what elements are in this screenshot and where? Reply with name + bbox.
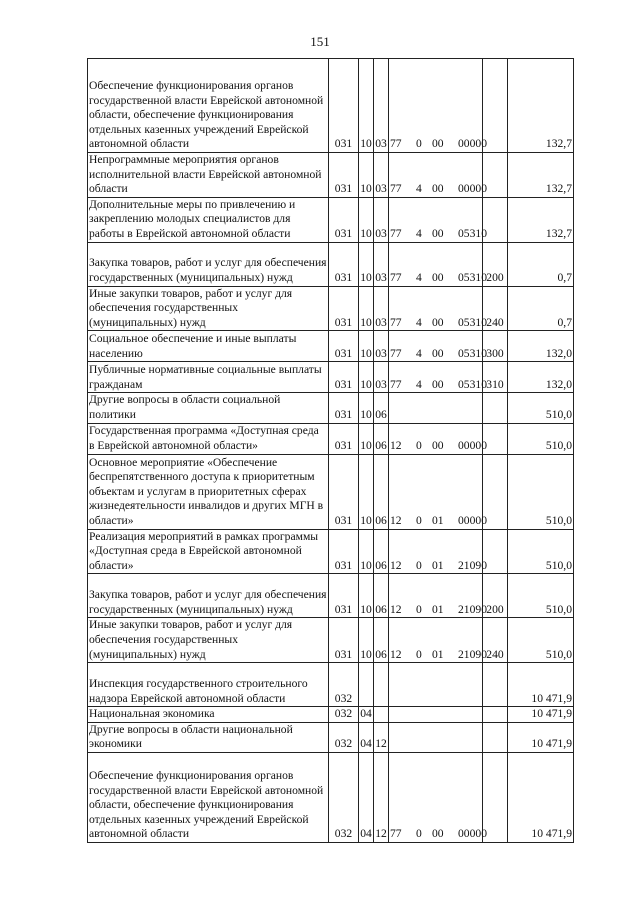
subprogram-code: 4 <box>416 377 422 391</box>
target-article-code <box>389 574 487 618</box>
main-activity-code: 00 <box>432 827 444 841</box>
subprogram-code: 0 <box>416 558 422 572</box>
table-row <box>88 331 574 362</box>
expense-type-code: 240 <box>483 286 508 331</box>
program-code: 77 <box>390 315 402 329</box>
row-name: Другие вопросы в области национальной экономики <box>88 722 329 752</box>
direction-code: 00000 <box>458 182 487 196</box>
direction-code: 00000 <box>458 438 487 452</box>
ministry-code: 031 <box>329 286 359 331</box>
ministry-code: 031 <box>329 423 359 454</box>
target-article-code <box>389 618 487 663</box>
expense-type-code: 240 <box>483 618 508 663</box>
direction-code: 21090 <box>458 647 487 661</box>
subprogram-code: 4 <box>416 182 422 196</box>
program-code: 12 <box>390 513 402 527</box>
subprogram-code: 4 <box>416 346 422 360</box>
row-name: Иные закупки товаров, работ и услуг для обеспечения государственных (муниципальных) нужд <box>88 618 329 663</box>
ministry-code: 031 <box>329 618 359 663</box>
row-name: Непрограммные мероприятия органов исполнительной власти Еврейской автономной области <box>88 153 329 198</box>
expense-type-code <box>483 722 508 752</box>
program-code: 77 <box>390 827 402 841</box>
expense-type-code: 200 <box>483 242 508 286</box>
main-activity-code: 00 <box>432 346 444 360</box>
direction-code: 21090 <box>458 602 487 616</box>
subsection-code: 06 <box>374 529 389 574</box>
amount: 132,7 <box>508 153 574 198</box>
subsection-code: 03 <box>374 59 389 153</box>
subprogram-code: 4 <box>416 226 422 240</box>
section-code: 10 <box>359 362 374 393</box>
main-activity-code: 00 <box>432 137 444 151</box>
direction-code: 05310 <box>458 226 487 240</box>
ministry-code: 031 <box>329 331 359 362</box>
section-code: 10 <box>359 454 374 529</box>
ministry-code: 032 <box>329 752 359 842</box>
row-name: Закупка товаров, работ и услуг для обеспечения государственных (муниципальных) нужд <box>88 574 329 618</box>
target-article-code <box>389 707 483 723</box>
amount: 10 471,9 <box>508 722 574 752</box>
expense-type-code: 200 <box>483 574 508 618</box>
target-article-code <box>389 153 487 198</box>
expense-type-code <box>483 393 508 423</box>
ministry-code: 032 <box>329 722 359 752</box>
section-code: 10 <box>359 197 374 242</box>
section-code: 10 <box>359 59 374 153</box>
section-code <box>359 663 374 707</box>
budget-table <box>87 58 574 843</box>
main-activity-code: 00 <box>432 270 444 284</box>
program-code: 12 <box>390 558 402 572</box>
target-article-code <box>389 454 487 529</box>
direction-code: 00000 <box>458 827 487 841</box>
ministry-code: 031 <box>329 153 359 198</box>
section-code: 10 <box>359 423 374 454</box>
direction-code: 00000 <box>458 137 487 151</box>
subsection-code: 06 <box>374 423 389 454</box>
section-code: 10 <box>359 331 374 362</box>
table-row <box>88 286 574 331</box>
row-name: Обеспечение функционирования органов государственной власти Еврейской автономной области, обеспечение функционирования отдельных казенных учреждений Еврейской автономной области <box>88 752 329 842</box>
target-article-code <box>389 197 487 242</box>
table-row <box>88 197 574 242</box>
table-row <box>88 242 574 286</box>
amount: 510,0 <box>508 423 574 454</box>
main-activity-code: 00 <box>432 315 444 329</box>
expense-type-code <box>483 707 508 723</box>
amount: 510,0 <box>508 618 574 663</box>
program-code: 77 <box>390 346 402 360</box>
program-code: 77 <box>390 270 402 284</box>
amount: 510,0 <box>508 393 574 423</box>
ministry-code: 031 <box>329 393 359 423</box>
expense-type-code: 300 <box>483 331 508 362</box>
amount: 132,7 <box>508 59 574 153</box>
row-name: Социальное обеспечение и иные выплаты населению <box>88 331 329 362</box>
subsection-code <box>374 707 389 723</box>
row-name: Другие вопросы в области социальной политики <box>88 393 329 423</box>
ministry-code: 031 <box>329 362 359 393</box>
section-code: 10 <box>359 618 374 663</box>
row-name: Основное мероприятие «Обеспечение беспрепятственного доступа к приоритетным объектам и услугам в приоритетных сферах жизнедеятельности инвалидов и других МГН в области» <box>88 454 329 529</box>
direction-code: 21090 <box>458 558 487 572</box>
direction-code: 05310 <box>458 346 487 360</box>
subprogram-code: 4 <box>416 315 422 329</box>
table-row <box>88 707 574 723</box>
target-article-code <box>389 393 483 423</box>
subsection-code: 12 <box>374 722 389 752</box>
section-code: 10 <box>359 574 374 618</box>
ministry-code: 031 <box>329 59 359 153</box>
main-activity-code: 00 <box>432 182 444 196</box>
subprogram-code: 0 <box>416 602 422 616</box>
row-name: Публичные нормативные социальные выплаты гражданам <box>88 362 329 393</box>
program-code: 77 <box>390 137 402 151</box>
target-article-code <box>389 362 487 393</box>
program-code: 12 <box>390 647 402 661</box>
main-activity-code: 00 <box>432 226 444 240</box>
subsection-code: 03 <box>374 153 389 198</box>
section-code: 10 <box>359 153 374 198</box>
row-name: Национальная экономика <box>88 707 329 723</box>
row-name: Инспекция государственного строительного надзора Еврейской автономной области <box>88 663 329 707</box>
table-row <box>88 59 574 153</box>
subsection-code: 06 <box>374 393 389 423</box>
main-activity-code: 01 <box>432 602 444 616</box>
direction-code: 00000 <box>458 513 487 527</box>
expense-type-code: 310 <box>483 362 508 393</box>
ministry-code: 031 <box>329 454 359 529</box>
row-name: Государственная программа «Доступная среда в Еврейской автономной области» <box>88 423 329 454</box>
target-article-code <box>389 722 483 752</box>
page-number: 151 <box>310 34 330 49</box>
subsection-code: 03 <box>374 362 389 393</box>
target-article-code <box>389 663 483 707</box>
ministry-code: 032 <box>329 707 359 723</box>
section-code: 04 <box>359 752 374 842</box>
subprogram-code: 0 <box>416 827 422 841</box>
direction-code: 05310 <box>458 377 487 391</box>
subprogram-code: 0 <box>416 438 422 452</box>
amount: 10 471,9 <box>508 752 574 842</box>
row-name: Обеспечение функционирования органов государственной власти Еврейской автономной области, обеспечение функционирования отдельных казенных учреждений Еврейской автономной области <box>88 59 329 153</box>
target-article-code <box>389 752 487 842</box>
subprogram-code: 0 <box>416 647 422 661</box>
subsection-code: 03 <box>374 242 389 286</box>
table-row <box>88 454 574 529</box>
table-row <box>88 423 574 454</box>
target-article-code <box>389 529 487 574</box>
subsection-code: 06 <box>374 574 389 618</box>
ministry-code: 031 <box>329 529 359 574</box>
subsection-code: 06 <box>374 618 389 663</box>
amount: 132,0 <box>508 331 574 362</box>
section-code: 10 <box>359 286 374 331</box>
amount: 510,0 <box>508 574 574 618</box>
section-code: 10 <box>359 242 374 286</box>
target-article-code <box>389 423 487 454</box>
table-row <box>88 618 574 663</box>
direction-code: 05310 <box>458 315 487 329</box>
subsection-code: 12 <box>374 752 389 842</box>
expense-type-code <box>483 663 508 707</box>
main-activity-code: 01 <box>432 558 444 572</box>
program-code: 77 <box>390 182 402 196</box>
subsection-code: 03 <box>374 197 389 242</box>
table-row <box>88 752 574 842</box>
program-code: 12 <box>390 438 402 452</box>
section-code: 10 <box>359 393 374 423</box>
amount: 10 471,9 <box>508 663 574 707</box>
ministry-code: 032 <box>329 663 359 707</box>
subsection-code: 03 <box>374 286 389 331</box>
amount: 132,0 <box>508 362 574 393</box>
subsection-code <box>374 663 389 707</box>
target-article-code <box>389 331 487 362</box>
ministry-code: 031 <box>329 197 359 242</box>
row-name: Реализация мероприятий в рамках программы «Доступная среда в Еврейской автономной области» <box>88 529 329 574</box>
section-code: 04 <box>359 722 374 752</box>
subsection-code: 06 <box>374 454 389 529</box>
table-row <box>88 529 574 574</box>
main-activity-code: 00 <box>432 377 444 391</box>
program-code: 77 <box>390 377 402 391</box>
target-article-code <box>389 286 487 331</box>
amount: 10 471,9 <box>508 707 574 723</box>
table-row <box>88 362 574 393</box>
ministry-code: 031 <box>329 242 359 286</box>
subprogram-code: 0 <box>416 513 422 527</box>
amount: 132,7 <box>508 197 574 242</box>
program-code: 12 <box>390 602 402 616</box>
target-article-code <box>389 59 487 153</box>
main-activity-code: 01 <box>432 647 444 661</box>
subsection-code: 03 <box>374 331 389 362</box>
section-code: 04 <box>359 707 374 723</box>
amount: 510,0 <box>508 529 574 574</box>
direction-code: 05310 <box>458 270 487 284</box>
ministry-code: 031 <box>329 574 359 618</box>
main-activity-code: 00 <box>432 438 444 452</box>
main-activity-code: 01 <box>432 513 444 527</box>
subprogram-code: 0 <box>416 137 422 151</box>
row-name: Закупка товаров, работ и услуг для обеспечения государственных (муниципальных) нужд <box>88 242 329 286</box>
table-row <box>88 663 574 707</box>
table-row <box>88 722 574 752</box>
amount: 0,7 <box>508 242 574 286</box>
program-code: 77 <box>390 226 402 240</box>
table-row <box>88 393 574 423</box>
table-row <box>88 153 574 198</box>
section-code: 10 <box>359 529 374 574</box>
row-name: Дополнительные меры по привлечению и закреплению молодых специалистов для работы в Еврейской автономной области <box>88 197 329 242</box>
row-name: Иные закупки товаров, работ и услуг для обеспечения государственных (муниципальных) нужд <box>88 286 329 331</box>
subprogram-code: 4 <box>416 270 422 284</box>
amount: 0,7 <box>508 286 574 331</box>
amount: 510,0 <box>508 454 574 529</box>
table-row <box>88 574 574 618</box>
target-article-code <box>389 242 487 286</box>
